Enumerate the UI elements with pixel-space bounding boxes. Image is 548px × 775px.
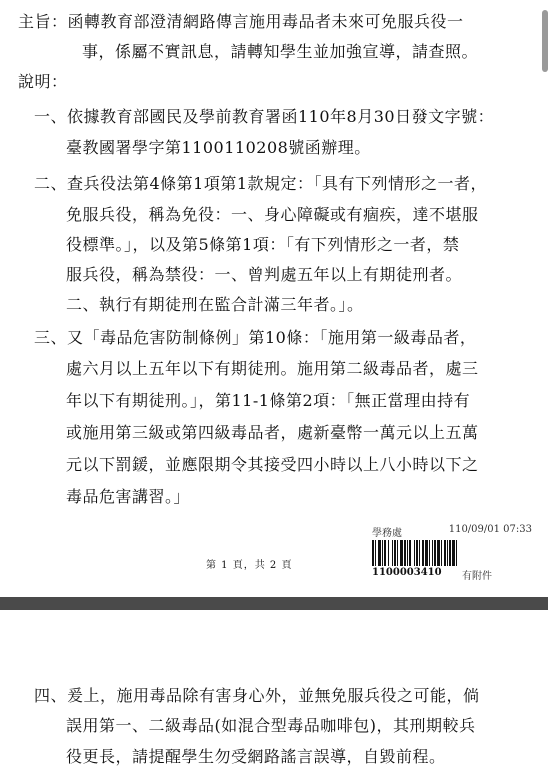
receipt-office: 學務處 [372,528,402,539]
item-1-line-2: 臺教國署學字第1100110208號函辦理。 [66,138,371,157]
subject-line-1: 主旨：函轉教育部澄清網路傳言施用毒品者未來可免服兵役一 [18,12,464,31]
item-3-line-4: 或施用第三級或第四級毒品者，處新臺幣一萬元以上五萬 [66,423,479,442]
explanation-heading: 說明： [18,72,68,91]
receipt-number: 1100003410 [372,567,442,578]
item-2-line-2: 免服兵役，稱為免役：一、身心障礙或有痼疾，達不堪服 [66,205,479,224]
barcode-bar [457,540,459,566]
subject-line-2: 事，係屬不實訊息，請轉知學生並加強宣導，請查照。 [82,42,479,61]
attachment-note: 有附件 [462,571,492,582]
item-4-line-3: 役更長，請提醒學生勿受網路謠言誤導，自毀前程。 [66,747,446,766]
item-4-line-1: 四、爰上，施用毒品除有害身心外，並無免服兵役之可能，倘 [34,686,480,705]
item-1-line-1: 一、依據教育部國民及學前教育署函110年8月30日發文字號： [34,107,495,126]
item-2-line-5: 二、執行有期徒刑在監合計滿三年者。」。 [66,295,364,314]
scrollbar-thumb[interactable] [542,10,548,72]
item-3-line-2: 處六月以上五年以下有期徒刑。施用第二級毒品者，處三 [66,359,479,378]
page-separator [0,597,548,610]
item-2-line-4: 服兵役，稱為禁役：一、曾判處五年以上有期徒刑者。 [66,265,463,284]
receipt-stamp-header [372,524,532,539]
item-2-line-3: 役標準。」，以及第5條第1項：「有下列情形之一者，禁 [66,235,460,254]
item-3-line-3: 年以下有期徒刑。」，第11-1條第2項：「無正當理由持有 [66,391,471,410]
page-footer: 第 1 頁，共 2 頁 [206,560,293,571]
barcode-image [372,540,524,566]
item-4-line-2: 誤用第一、二級毒品(如混合型毒品咖啡包)，其刑期較兵 [66,716,476,735]
receipt-datetime: 110/09/01 07:33 [448,524,532,535]
item-3-line-6: 毒品危害講習。」 [66,487,191,506]
item-3-line-5: 元以下罰鍰，並應限期令其接受四小時以上八小時以下之 [66,455,479,474]
item-2-line-1: 二、查兵役法第4條第1項第1款規定：「具有下列情形之一者， [34,174,488,193]
item-3-line-1: 三、又「毒品危害防制條例」第10條：「施用第一級毒品者， [34,328,477,347]
document-page-2 [0,610,548,775]
